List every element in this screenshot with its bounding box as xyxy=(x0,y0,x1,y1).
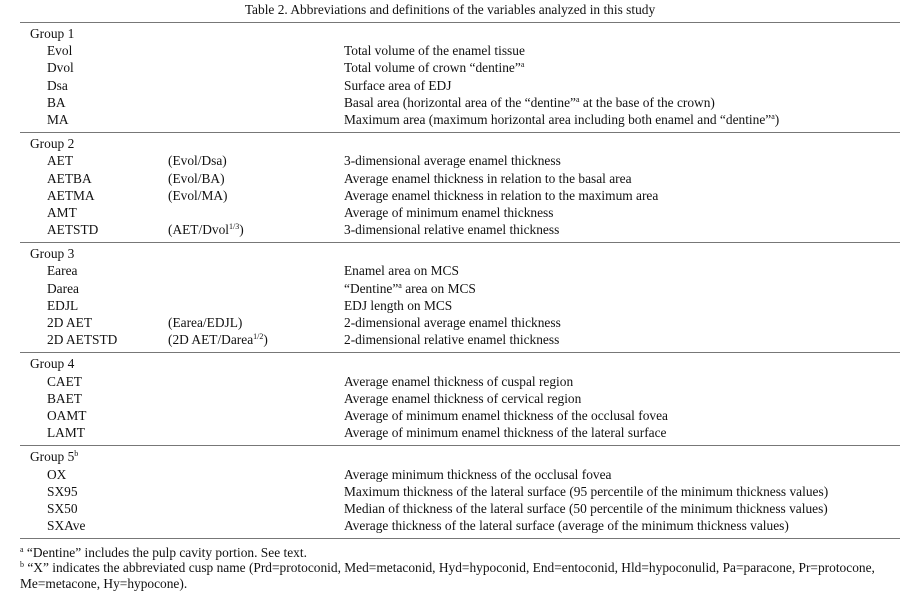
definition-text: Average minimum thickness of the occlusal fovea xyxy=(344,466,612,482)
formula-exponent: 1/3 xyxy=(229,222,240,232)
table-row xyxy=(20,59,900,76)
variable-definition xyxy=(344,94,715,111)
variable-abbreviation: AETMA xyxy=(47,187,95,203)
variable-abbreviation: SX50 xyxy=(47,500,78,516)
variable-abbreviation: MA xyxy=(47,111,69,127)
table-row xyxy=(20,297,900,314)
variable-abbreviation: SX95 xyxy=(47,483,78,499)
variable-abbreviation: AETSTD xyxy=(47,222,99,238)
group-title xyxy=(30,25,74,42)
footnote-mark: a xyxy=(771,111,775,121)
formula-text: (Evol/Dsa) xyxy=(168,153,227,169)
variable-definition xyxy=(344,500,828,517)
definition-text: Average of minimum enamel thickness of the lateral surface xyxy=(344,425,667,441)
table-row xyxy=(20,331,900,348)
group-title-text: Group 5 xyxy=(30,449,75,465)
table-footnotes xyxy=(20,545,900,591)
definition-text: 2-dimensional average enamel thickness xyxy=(344,315,561,330)
definition-text-end: at the base of the crown) xyxy=(579,94,715,110)
table-row xyxy=(20,466,900,483)
variable-abbreviation: SXAve xyxy=(47,518,86,534)
variable-abbreviation: OAMT xyxy=(47,407,87,423)
formula-text: (AET/Dvol xyxy=(168,222,229,238)
variable-formula xyxy=(168,170,225,187)
variable-definition xyxy=(344,297,452,314)
table-row xyxy=(20,390,900,407)
variable-definition xyxy=(344,466,611,483)
variable-abbreviation: Earea xyxy=(47,263,78,279)
variable-formula xyxy=(168,331,268,348)
table-row xyxy=(20,94,900,111)
group-header-row xyxy=(20,448,900,465)
table-bottom-rule xyxy=(20,538,900,539)
variable-abbreviation: EDJL xyxy=(47,297,79,313)
group-title xyxy=(30,245,74,262)
variable-definition xyxy=(344,314,561,331)
variable-definition xyxy=(344,262,459,279)
definition-text: Total volume of crown “dentine” xyxy=(344,60,521,76)
variable-abbreviation: OX xyxy=(47,466,67,482)
definition-text: Surface area of EDJ xyxy=(344,77,452,93)
definition-text: Average enamel thickness in relation to the basal area xyxy=(344,170,632,186)
table-row xyxy=(20,187,900,204)
group-title-text: Group 2 xyxy=(30,136,75,152)
table-row xyxy=(20,152,900,169)
table-row xyxy=(20,77,900,94)
formula-text: (Evol/BA) xyxy=(168,170,225,186)
group-title-text: Group 1 xyxy=(30,26,75,41)
table-row xyxy=(20,483,900,500)
definition-text: Average of minimum enamel thickness xyxy=(344,204,554,220)
variable-definition xyxy=(344,152,561,169)
table-row xyxy=(20,204,900,221)
formula-close: ) xyxy=(239,222,244,238)
variable-abbreviation: BA xyxy=(47,94,66,110)
definition-text: Median of thickness of the lateral surface (50 percentile of the minimum thickness values) xyxy=(344,500,828,516)
table-row xyxy=(20,111,900,128)
variable-definition xyxy=(344,221,559,238)
definition-text: Maximum thickness of the lateral surface (95 percentile of the minimum thickness values) xyxy=(344,483,829,499)
variable-definition xyxy=(344,390,581,407)
definition-text-end: ) xyxy=(774,111,780,127)
group-title xyxy=(30,355,74,372)
table-group xyxy=(20,353,900,441)
table-row xyxy=(20,280,900,297)
footnote-text: “Dentine” includes the pulp cavity portion. See text. xyxy=(23,545,307,561)
definition-text-end: area on MCS xyxy=(401,280,476,296)
variable-definition xyxy=(344,483,828,500)
group-header-row xyxy=(20,245,900,262)
group-title-text: Group 3 xyxy=(30,246,75,262)
table-group xyxy=(20,133,900,238)
table-caption: Table 2. Abbreviations and definitions of the variables analyzed in this study xyxy=(244,2,656,17)
variable-definition xyxy=(344,111,779,128)
definition-text: Average enamel thickness of cuspal region xyxy=(344,373,574,389)
variable-definition xyxy=(344,59,524,76)
table-group xyxy=(20,243,900,348)
footnote-text: “X” indicates the abbreviated cusp name (Prd=protoconid, Med=metaconid, Hyd=hypoconid, End=entoconid, Hld=hypoconulid, Pa=paracone, Pr=protocone, Me=metacone, Hy=hypocone). xyxy=(20,560,875,591)
variable-abbreviation: 2D AETSTD xyxy=(47,332,118,348)
table-row xyxy=(20,517,900,534)
variable-abbreviation: LAMT xyxy=(47,425,85,441)
formula-close: ) xyxy=(263,332,268,348)
formula-text: (2D AET/Darea xyxy=(168,332,254,348)
group-header-row xyxy=(20,355,900,372)
formula-text: (Earea/EDJL) xyxy=(168,315,243,330)
group-header-row xyxy=(20,25,900,42)
variable-definition xyxy=(344,42,525,59)
definition-text: Total volume of the enamel tissue xyxy=(344,43,525,59)
definition-text: 3-dimensional relative enamel thickness xyxy=(344,222,560,238)
variable-abbreviation: AMT xyxy=(47,204,77,220)
formula-text: (Evol/MA) xyxy=(168,187,228,203)
table-group xyxy=(20,446,900,534)
table-row xyxy=(20,500,900,517)
definition-text: Average of minimum enamel thickness of the occlusal fovea xyxy=(344,407,668,423)
variable-abbreviation: Dvol xyxy=(47,60,74,76)
variable-abbreviation: AETBA xyxy=(47,170,92,186)
variable-definition xyxy=(344,77,451,94)
variable-abbreviation: Darea xyxy=(47,280,79,296)
table-group xyxy=(20,23,900,128)
variable-definition xyxy=(344,187,658,204)
footnote-mark: a xyxy=(575,94,580,104)
variable-definition xyxy=(344,407,668,424)
variables-table xyxy=(20,22,900,539)
definition-text: 3-dimensional average enamel thickness xyxy=(344,153,561,169)
table-row xyxy=(20,424,900,441)
variable-definition xyxy=(344,204,553,221)
variable-formula xyxy=(168,221,244,238)
variable-formula xyxy=(168,187,228,204)
definition-text: Maximum area (maximum horizontal area including both enamel and “dentine” xyxy=(344,111,772,127)
variable-definition xyxy=(344,373,573,390)
variable-abbreviation: Dsa xyxy=(47,77,68,93)
table-row xyxy=(20,314,900,331)
definition-text: 2-dimensional relative enamel thickness xyxy=(344,332,560,348)
variable-definition xyxy=(344,424,667,441)
group-title-text: Group 4 xyxy=(30,356,75,372)
variable-definition xyxy=(344,331,559,348)
variable-abbreviation: 2D AET xyxy=(47,315,93,330)
footnote-mark: a xyxy=(20,545,24,555)
footnote-mark: b xyxy=(20,560,24,570)
variable-abbreviation: AET xyxy=(47,153,74,169)
variable-definition xyxy=(344,517,789,534)
definition-text: Basal area (horizontal area of the “dentine” xyxy=(344,94,576,110)
table-row xyxy=(20,373,900,390)
formula-exponent: 1/2 xyxy=(253,332,264,342)
variable-formula xyxy=(168,314,242,331)
definition-text: Average enamel thickness of cervical region xyxy=(344,390,582,406)
definition-text: “Dentine” xyxy=(344,280,399,296)
variable-definition xyxy=(344,170,632,187)
footnote-mark: a xyxy=(520,60,525,70)
variable-abbreviation: Evol xyxy=(47,43,73,59)
definition-text: EDJ length on MCS xyxy=(344,297,453,313)
definition-text: Average thickness of the lateral surface (average of the minimum thickness values) xyxy=(344,518,789,534)
table-row xyxy=(20,262,900,279)
table-row xyxy=(20,42,900,59)
table-row xyxy=(20,221,900,238)
group-title xyxy=(30,448,78,465)
footnote-mark: b xyxy=(74,449,79,459)
definition-text: Enamel area on MCS xyxy=(344,263,459,279)
variable-formula xyxy=(168,152,227,169)
table-row xyxy=(20,170,900,187)
footnote xyxy=(20,545,900,560)
definition-text: Average enamel thickness in relation to the maximum area xyxy=(344,187,659,203)
group-header-row xyxy=(20,135,900,152)
variable-abbreviation: CAET xyxy=(47,373,82,389)
footnote-mark: a xyxy=(398,280,402,290)
footnote xyxy=(20,560,900,590)
variable-definition xyxy=(344,280,476,297)
variable-abbreviation: BAET xyxy=(47,390,82,406)
group-title xyxy=(30,135,74,152)
table-row xyxy=(20,407,900,424)
